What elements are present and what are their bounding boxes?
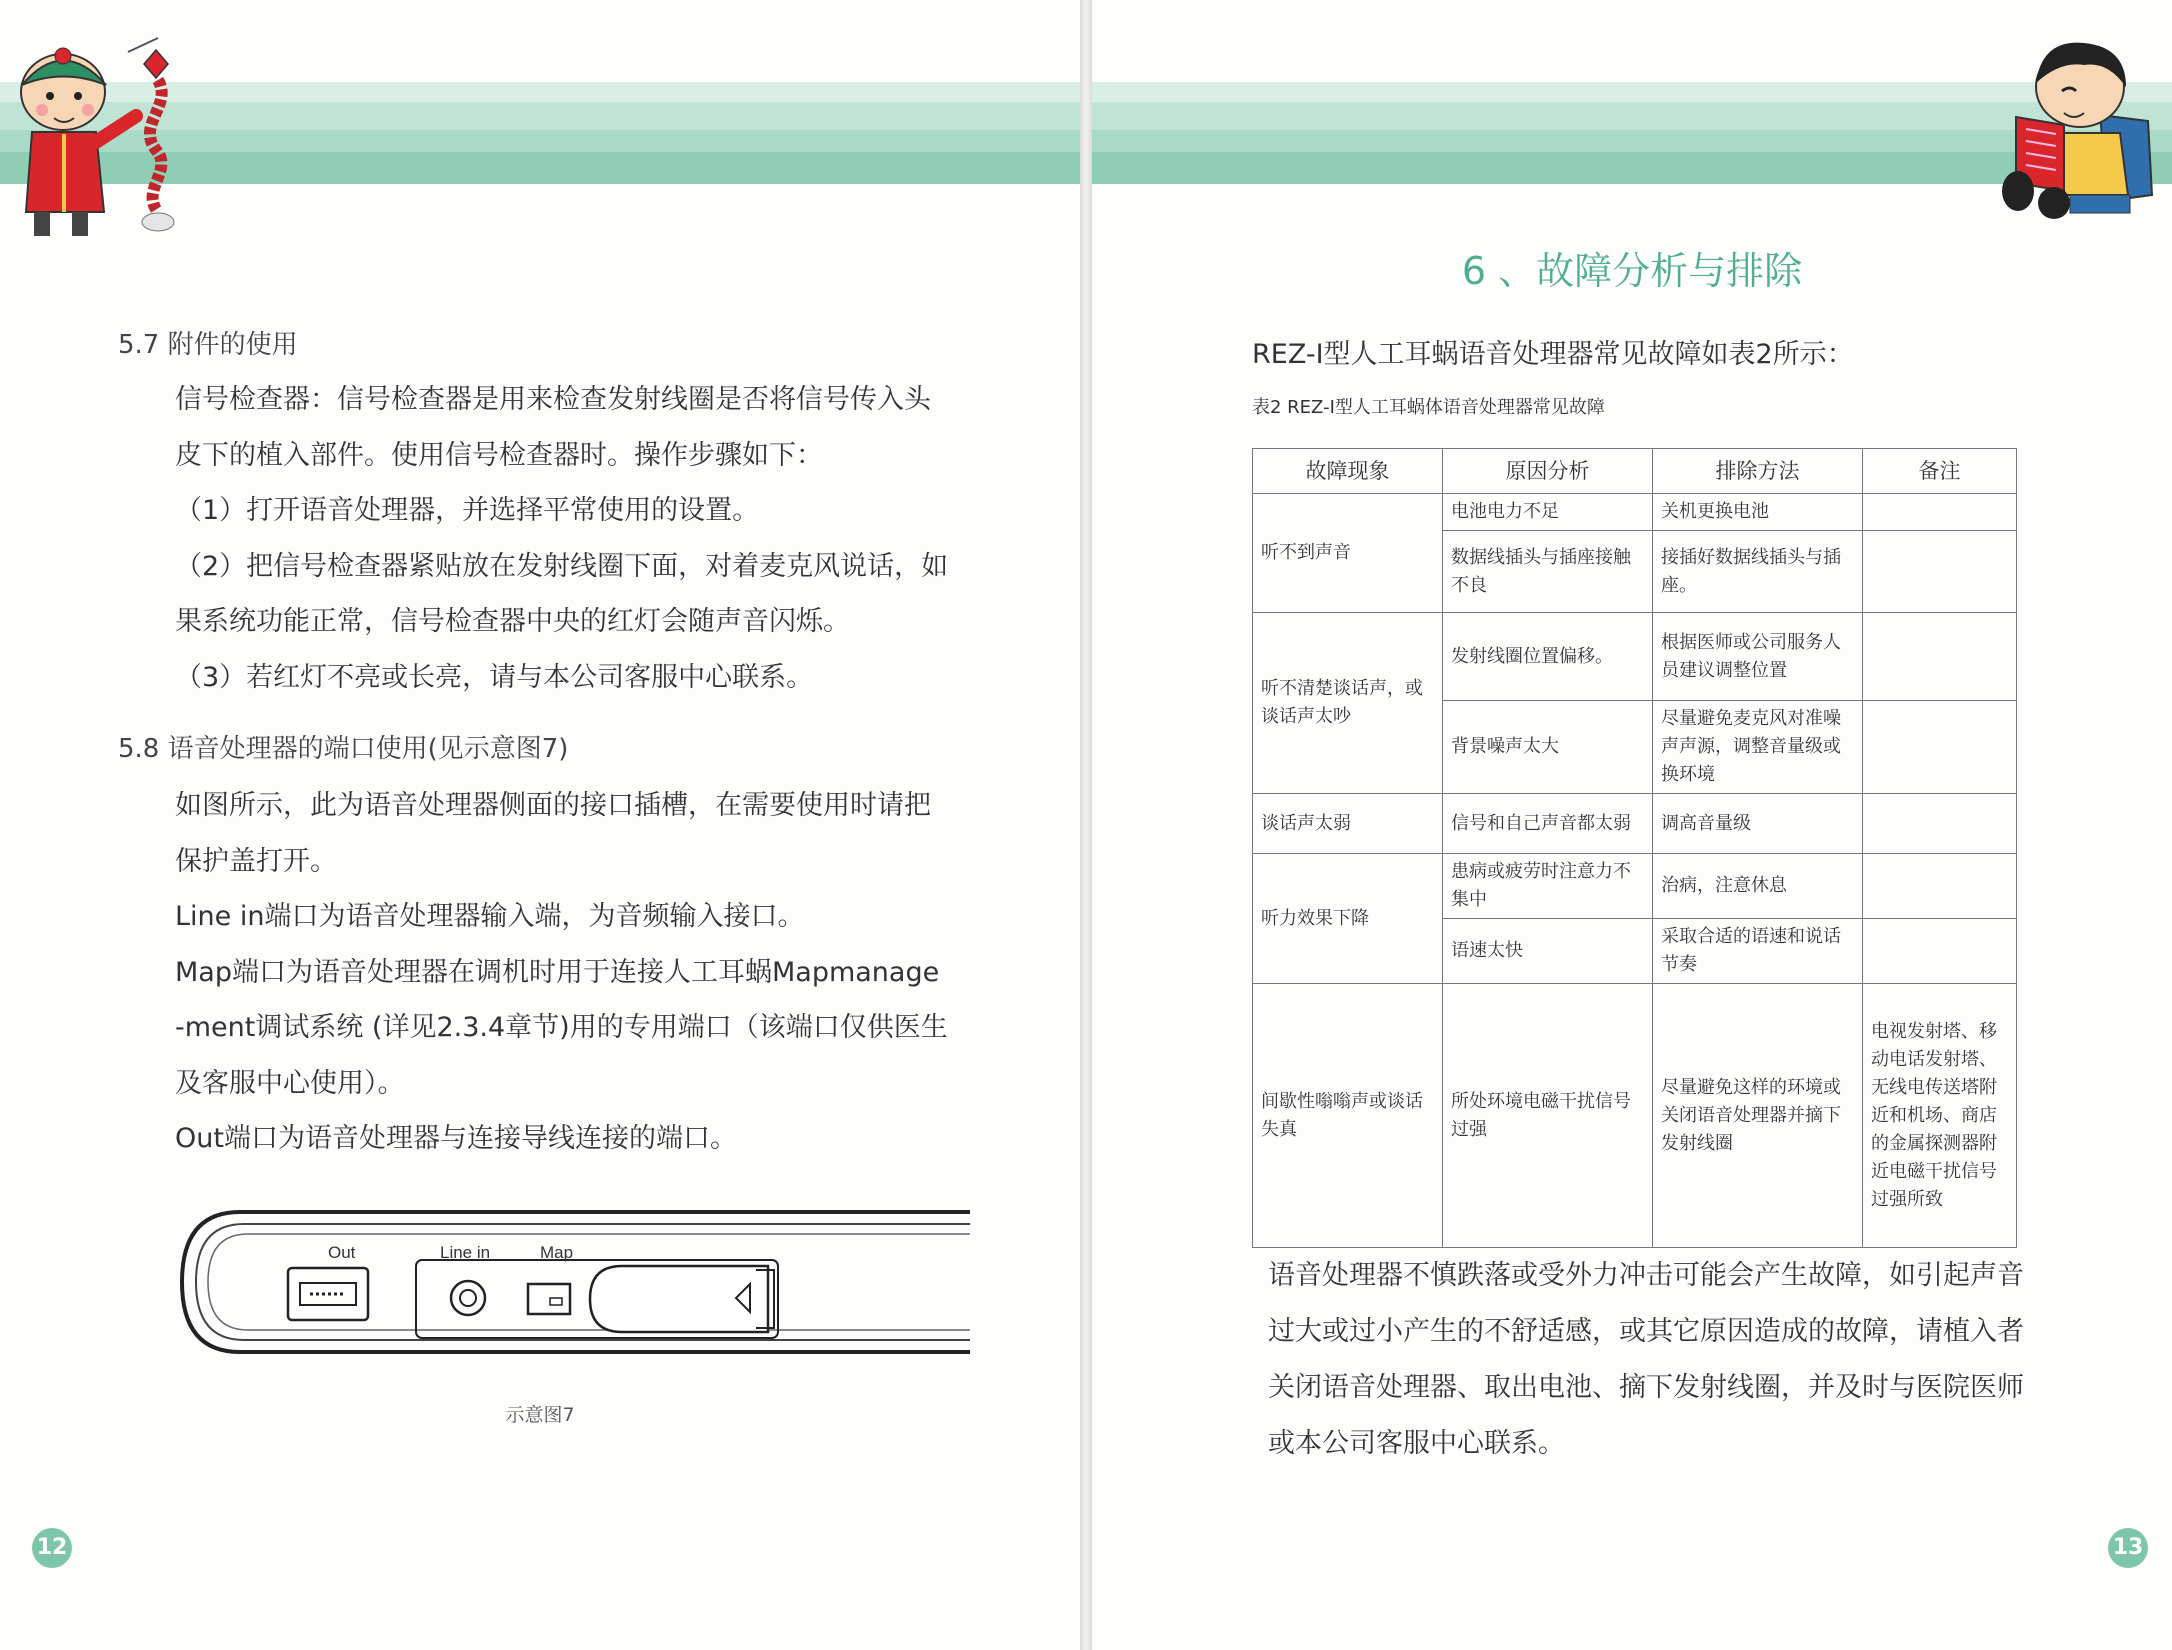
header-note: 备注 — [1863, 449, 2017, 494]
section-5-8-text — [175, 778, 975, 1167]
fault-table — [1252, 448, 2017, 1248]
section-heading-5-7: 5.7 附件的使用 — [118, 330, 298, 360]
note-cell — [1863, 701, 2017, 794]
cause-cell: 所处环境电磁干扰信号过强 — [1443, 984, 1653, 1248]
cause-cell: 语速太快 — [1443, 919, 1653, 984]
solution-cell: 尽量避免这样的环境或关闭语音处理器并摘下发射线圈 — [1653, 984, 1863, 1248]
port-diagram — [170, 1198, 980, 1368]
cause-cell: 背景噪声太大 — [1443, 701, 1653, 794]
book-spine — [1080, 0, 1092, 1650]
note-cell — [1863, 531, 2017, 613]
text-line: 皮下的植入部件。使用信号检查器时。操作步骤如下： — [175, 439, 823, 471]
table-row — [1253, 613, 2017, 701]
symptom-cell: 听不到声音 — [1253, 494, 1443, 613]
cause-cell: 电池电力不足 — [1443, 494, 1653, 531]
page-number: 13 — [2108, 1528, 2148, 1568]
right-page — [1092, 0, 2172, 1650]
text-line: 保护盖打开。 — [175, 845, 337, 877]
text-line: 信号检查器：信号检查器是用来检查发射线圈是否将信号传入头 — [175, 384, 931, 415]
solution-cell: 关机更换电池 — [1653, 494, 1863, 531]
solution-cell: 接插好数据线插头与插座。 — [1653, 531, 1863, 613]
diagram-caption: 示意图7 — [505, 1404, 575, 1426]
text-line: 过大或过小产生的不舒适感，或其它原因造成的故障，请植入者 — [1268, 1316, 2024, 1347]
table-row — [1253, 854, 2017, 919]
intro-text: REZ-I型人工耳蜗语音处理器常见故障如表2所示： — [1252, 339, 1854, 370]
text-line: （2）把信号检查器紧贴放在发射线圈下面，对着麦克风说话，如 — [175, 550, 949, 582]
note-cell — [1863, 854, 2017, 919]
solution-cell: 治病，注意休息 — [1653, 854, 1863, 919]
solution-cell: 根据医师或公司服务人员建议调整位置 — [1653, 613, 1863, 701]
text-line: 如图所示，此为语音处理器侧面的接口插槽，在需要使用时请把 — [175, 790, 931, 821]
solution-cell: 调高音量级 — [1653, 794, 1863, 854]
left-page — [0, 0, 1080, 1650]
text-line: -ment调试系统 (详见2.3.4章节)用的专用端口（该端口仅供医生 — [175, 1012, 948, 1043]
cause-cell: 数据线插头与插座接触不良 — [1443, 531, 1653, 613]
header-symptom: 故障现象 — [1253, 449, 1443, 494]
port-label-out: Out — [328, 1243, 356, 1262]
page-number: 12 — [32, 1528, 72, 1568]
cause-cell: 信号和自己声音都太弱 — [1443, 794, 1653, 854]
cause-cell: 发射线圈位置偏移。 — [1443, 613, 1653, 701]
table-row — [1253, 494, 2017, 531]
text-line: Out端口为语音处理器与连接导线连接的端口。 — [175, 1123, 737, 1154]
map-port — [528, 1284, 570, 1314]
text-line: （1）打开语音处理器，并选择平常使用的设置。 — [175, 495, 760, 526]
symptom-cell: 间歇性嗡嗡声或谈话失真 — [1253, 984, 1443, 1248]
solution-cell: 采取合适的语速和说话节奏 — [1653, 919, 1863, 984]
page-title: 6 、故障分析与排除 — [1461, 249, 1803, 293]
symptom-cell: 谈话声太弱 — [1253, 794, 1443, 854]
symptom-cell: 听力效果下降 — [1253, 854, 1443, 984]
solution-cell: 尽量避免麦克风对准噪声声源，调整音量级或换环境 — [1653, 701, 1863, 794]
boy-with-firecrackers-illustration — [8, 30, 193, 245]
text-line: Map端口为语音处理器在调机时用于连接人工耳蜗Mapmanage — [175, 956, 940, 988]
port-label-map: Map — [540, 1243, 574, 1262]
header-cause: 原因分析 — [1443, 449, 1653, 494]
text-line: 或本公司客服中心联系。 — [1268, 1428, 1565, 1459]
cause-cell: 患病或疲劳时注意力不集中 — [1443, 854, 1653, 919]
note-cell — [1863, 494, 2017, 531]
table-row — [1253, 794, 2017, 854]
section-5-7-text — [175, 372, 975, 705]
header-solution: 排除方法 — [1653, 449, 1863, 494]
protective-cover — [590, 1266, 768, 1332]
line-in-port — [451, 1281, 485, 1315]
text-line: Line in端口为语音处理器输入端，为音频输入接口。 — [175, 901, 805, 932]
closing-paragraph — [1268, 1248, 2168, 1472]
note-cell — [1863, 919, 2017, 984]
note-cell: 电视发射塔、移动电话发射塔、无线电传送塔附近和机场、商店的金属探测器附近电磁干扰信号过强所致 — [1863, 984, 2017, 1248]
boy-reading-book-illustration — [1980, 25, 2165, 235]
symptom-cell: 听不清楚谈话声，或谈话声太吵 — [1253, 613, 1443, 794]
text-line: 关闭语音处理器、取出电池、摘下发射线圈，并及时与医院医师 — [1268, 1372, 2024, 1403]
text-line: 语音处理器不慎跌落或受外力冲击可能会产生故障，如引起声音 — [1268, 1260, 2024, 1291]
port-label-line-in: Line in — [440, 1243, 491, 1262]
table-row — [1253, 984, 2017, 1248]
table-caption: 表2 REZ-I型人工耳蜗体语音处理器常见故障 — [1252, 397, 1605, 418]
text-line: （3）若红灯不亮或长亮，请与本公司客服中心联系。 — [175, 661, 814, 693]
note-cell — [1863, 794, 2017, 854]
note-cell — [1863, 613, 2017, 701]
text-line: 果系统功能正常，信号检查器中央的红灯会随声音闪烁。 — [175, 606, 850, 637]
section-heading-5-8: 5.8 语音处理器的端口使用(见示意图7) — [118, 734, 569, 764]
table-header-row — [1253, 449, 2017, 494]
text-line: 及客服中心使用）。 — [175, 1067, 405, 1099]
